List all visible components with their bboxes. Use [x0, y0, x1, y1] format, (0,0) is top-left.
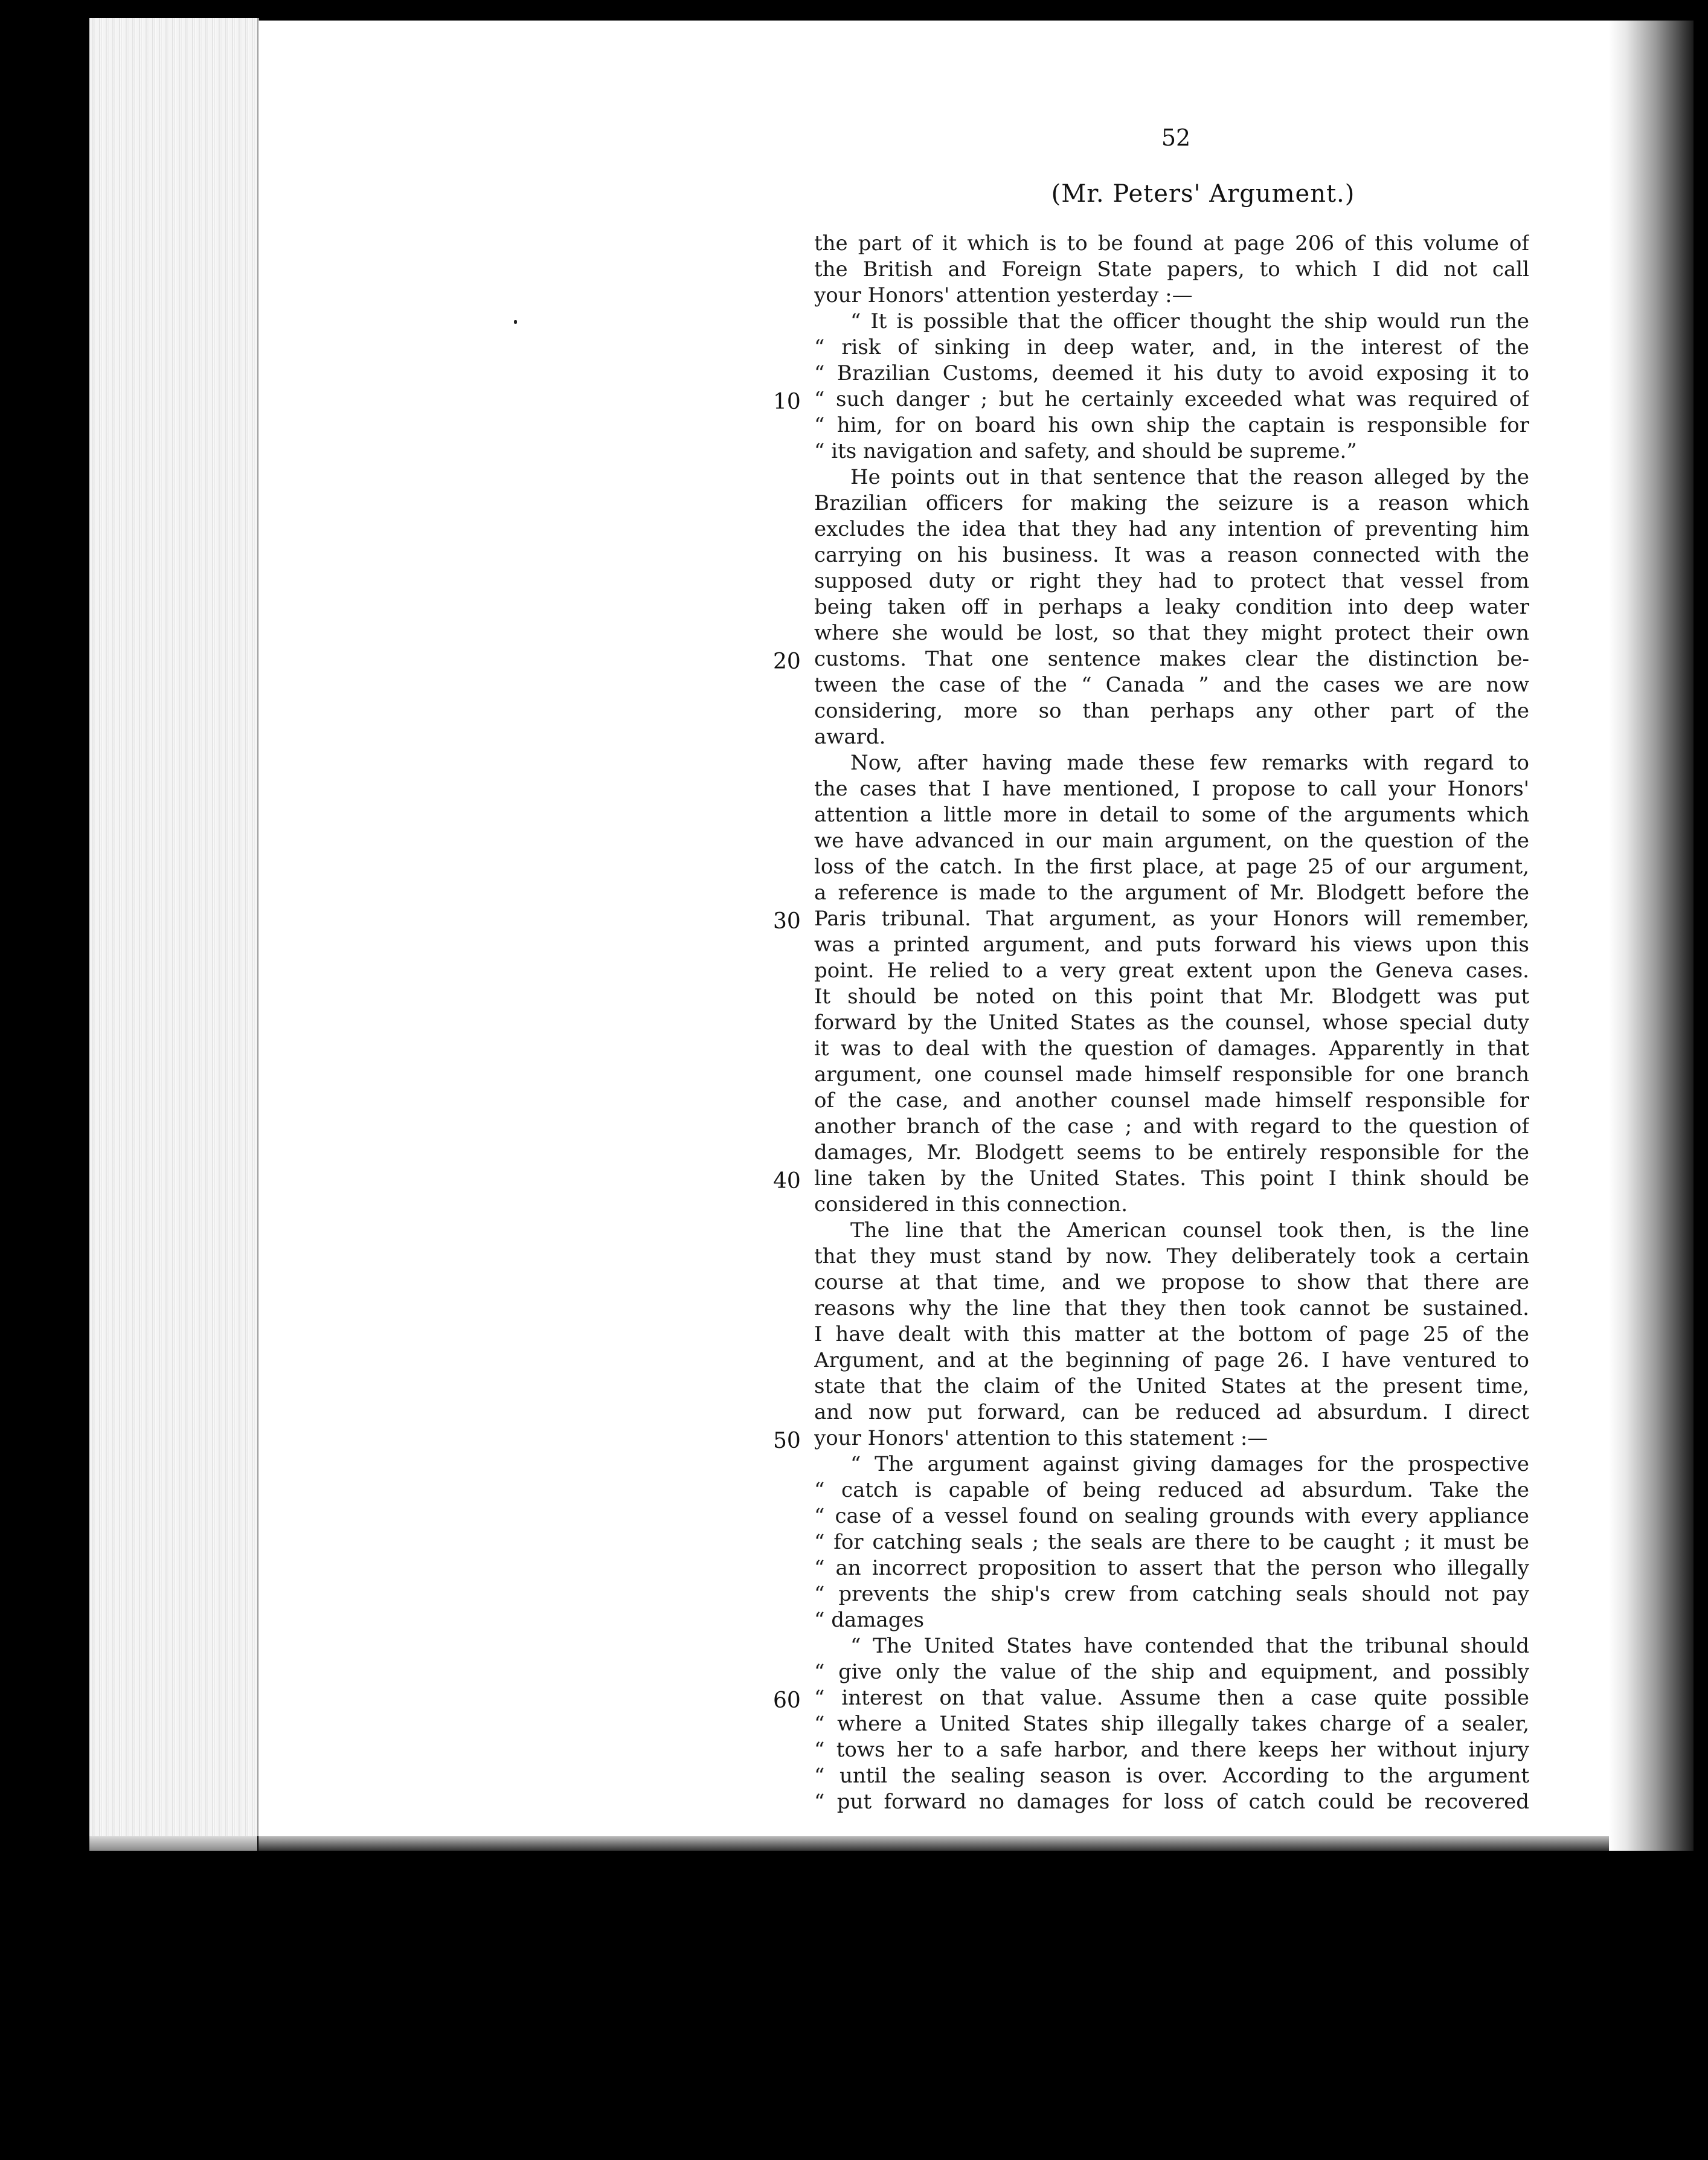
text-line: your Honors' attention to this statement :— — [814, 1426, 1268, 1450]
page-number: 52 — [1161, 124, 1191, 151]
text-line: “ for catching seals ; the seals are there to be caught ; it must be — [814, 1530, 1529, 1554]
text-line: “ until the sealing season is over. According to the argument — [814, 1764, 1529, 1788]
text-line: “ The United States have contended that the tribunal should — [850, 1634, 1529, 1658]
text-line: Brazilian officers for making the seizure is a reason which — [814, 491, 1529, 515]
text-line: a reference is made to the argument of Mr. Blodgett before the — [814, 881, 1529, 905]
text-line: loss of the catch. In the first place, at page 25 of our argument, — [814, 855, 1529, 879]
text-line: “ such danger ; but he certainly exceeded what was required of — [814, 387, 1529, 411]
text-line: Now, after having made these few remarks with regard to — [850, 751, 1529, 775]
text-line: considering, more so than perhaps any other part of the — [814, 699, 1529, 723]
text-line: and now put forward, can be reduced ad absurdum. I direct — [814, 1400, 1529, 1424]
line-number-20: 20 — [773, 649, 801, 674]
text-line: forward by the United States as the counsel, whose special duty — [814, 1011, 1529, 1035]
text-line: “ give only the value of the ship and equipment, and possibly — [814, 1660, 1529, 1684]
text-line: Argument, and at the beginning of page 26. I have ventured to — [814, 1348, 1529, 1372]
text-line: “ risk of sinking in deep water, and, in the interest of the — [814, 335, 1529, 359]
text-line: reasons why the line that they then took cannot be sustained. — [814, 1296, 1529, 1320]
text-line: “ catch is capable of being reduced ad absurdum. Take the — [814, 1478, 1529, 1502]
text-line: Paris tribunal. That argument, as your Honors will remember, — [814, 907, 1529, 931]
text-line: argument, one counsel made himself responsible for one branch — [814, 1062, 1529, 1087]
binding-shadow — [1609, 21, 1694, 1851]
text-line: “ damages — [814, 1608, 925, 1632]
text-line: I have dealt with this matter at the bottom of page 25 of the — [814, 1322, 1529, 1346]
text-line: was a printed argument, and puts forward his views upon this — [814, 933, 1529, 957]
text-line: the cases that I have mentioned, I propose to call your Honors' — [814, 777, 1529, 801]
text-line: “ case of a vessel found on sealing grounds with every appliance — [814, 1504, 1529, 1528]
text-line: “ prevents the ship's crew from catching seals should not pay — [814, 1582, 1529, 1606]
text-line: “ its navigation and safety, and should be supreme.” — [814, 439, 1357, 463]
page-edges-bottom — [89, 1836, 257, 1851]
text-line: “ where a United States ship illegally takes charge of a sealer, — [814, 1712, 1529, 1736]
text-line: point. He relied to a very great extent upon the Geneva cases. — [814, 959, 1529, 983]
text-line: being taken off in perhaps a leaky condition into deep water — [814, 595, 1529, 619]
text-line: “ put forward no damages for loss of catch could be recovered — [814, 1790, 1529, 1814]
text-line: line taken by the United States. This point I think should be — [814, 1166, 1529, 1191]
text-line: state that the claim of the United States at the present time, — [814, 1374, 1529, 1398]
line-number-50: 50 — [773, 1429, 801, 1453]
line-number-30: 30 — [773, 909, 801, 934]
text-line: He points out in that sentence that the reason alleged by the — [850, 465, 1529, 489]
page-bottom-shadow — [258, 1836, 1637, 1851]
text-line: the British and Foreign State papers, to which I did not call — [814, 257, 1529, 281]
text-line: another branch of the case ; and with regard to the question of — [814, 1114, 1529, 1139]
text-line: it was to deal with the question of damages. Apparently in that — [814, 1037, 1529, 1061]
running-head: (Mr. Peters' Argument.) — [1051, 180, 1355, 208]
text-line: the part of it which is to be found at page 206 of this volume of — [814, 231, 1529, 256]
text-line: “ him, for on board his own ship the captain is responsible for — [814, 413, 1529, 437]
text-line: “ The argument against giving damages for the prospective — [850, 1452, 1529, 1476]
text-line: your Honors' attention yesterday :— — [814, 283, 1193, 307]
text-line: that they must stand by now. They deliberately took a certain — [814, 1244, 1529, 1268]
text-line: excludes the idea that they had any intention of preventing him — [814, 517, 1529, 541]
text-line: considered in this connection. — [814, 1192, 1128, 1217]
text-line: “ tows her to a safe harbor, and there keeps her without injury — [814, 1738, 1529, 1762]
text-line: customs. That one sentence makes clear the distinction be- — [814, 647, 1529, 671]
text-line: “ Brazilian Customs, deemed it his duty to avoid exposing it to — [814, 361, 1529, 385]
text-line: “ interest on that value. Assume then a case quite possible — [814, 1686, 1529, 1710]
text-line: carrying on his business. It was a reason connected with the — [814, 543, 1529, 567]
text-line: damages, Mr. Blodgett seems to be entirely responsible for the — [814, 1140, 1529, 1165]
text-line: The line that the American counsel took then, is the line — [850, 1218, 1529, 1242]
page-edges-stack — [89, 18, 259, 1836]
text-line: It should be noted on this point that Mr. Blodgett was put — [814, 985, 1529, 1009]
line-number-60: 60 — [773, 1688, 801, 1713]
text-line: “ an incorrect proposition to assert that the person who illegally — [814, 1556, 1529, 1580]
text-column — [814, 231, 1529, 1815]
text-line: course at that time, and we propose to show that there are — [814, 1270, 1529, 1294]
text-line: attention a little more in detail to some of the arguments which — [814, 803, 1529, 827]
text-line: supposed duty or right they had to protect that vessel from — [814, 569, 1529, 593]
text-line: where she would be lost, so that they might protect their own — [814, 621, 1529, 645]
text-line: tween the case of the “ Canada ” and the cases we are now — [814, 673, 1529, 697]
text-line: award. — [814, 725, 886, 749]
ink-speck — [514, 320, 517, 324]
line-number-40: 40 — [773, 1169, 801, 1194]
line-number-10: 10 — [773, 390, 801, 414]
text-line: we have advanced in our main argument, on the question of the — [814, 829, 1529, 853]
text-line: of the case, and another counsel made himself responsible for — [814, 1088, 1529, 1113]
text-line: “ It is possible that the officer thought the ship would run the — [850, 309, 1529, 333]
